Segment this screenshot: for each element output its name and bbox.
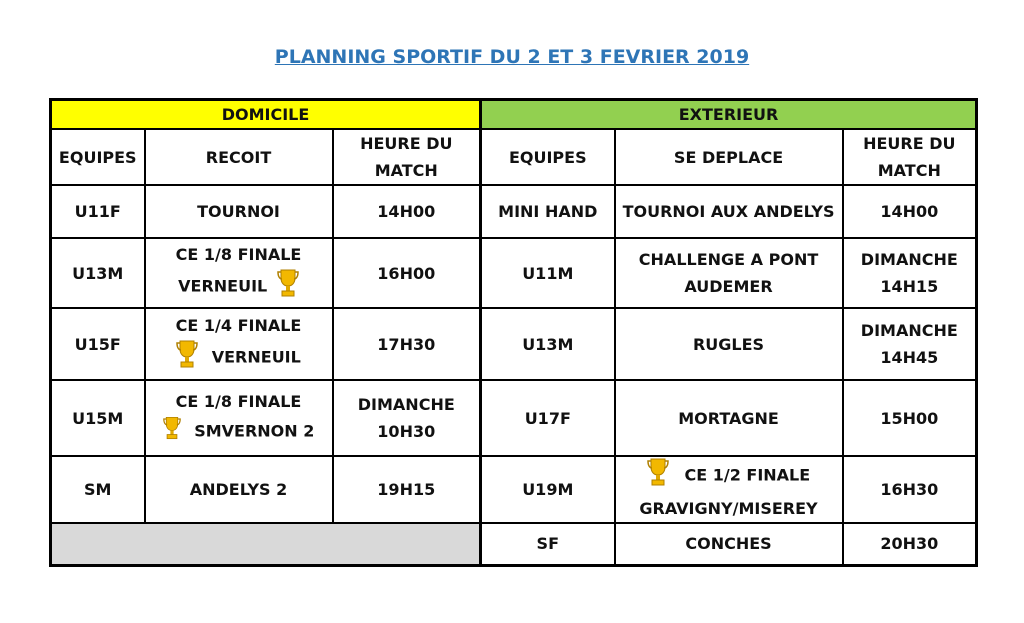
- away-destination: [615, 456, 843, 523]
- home-time: 19H15: [333, 456, 481, 523]
- home-opponent-line1: CE 1/4 FINALE: [175, 315, 302, 335]
- away-destination: RUGLES: [615, 308, 843, 380]
- away-destination: CONCHES: [615, 523, 843, 565]
- trophy-icon: [277, 268, 299, 306]
- home-time: 14H00: [333, 185, 481, 238]
- away-time: 20H30: [843, 523, 977, 565]
- trophy-icon: [647, 457, 669, 495]
- page-title: PLANNING SPORTIF DU 2 ET 3 FEVRIER 2019: [274, 46, 750, 68]
- table-row: [51, 238, 977, 308]
- table-row: [51, 523, 977, 565]
- home-time-line1: DIMANCHE: [357, 395, 455, 414]
- section-home-header: DOMICILE: [51, 100, 481, 130]
- home-opponent-line2: SMVERNON 2: [194, 421, 315, 440]
- column-header-home-opponent: RECOIT: [145, 129, 333, 185]
- table-row: [51, 185, 977, 238]
- column-header-away-time-line2: MATCH: [877, 161, 941, 180]
- away-team: MINI HAND: [481, 185, 615, 238]
- home-team: U15M: [51, 380, 145, 456]
- away-team: SF: [481, 523, 615, 565]
- table-row: [51, 380, 977, 456]
- away-time: 16H30: [843, 456, 977, 523]
- trophy-icon: [176, 339, 198, 377]
- away-time: 15H00: [843, 380, 977, 456]
- away-destination: [615, 238, 843, 308]
- away-destination-line2: AUDEMER: [684, 277, 773, 296]
- away-team: U13M: [481, 308, 615, 380]
- column-header-away-team: EQUIPES: [481, 129, 615, 185]
- home-time-line2: 10H30: [377, 422, 436, 441]
- away-time-line1: DIMANCHE: [860, 250, 958, 269]
- home-opponent: TOURNOI: [145, 185, 333, 238]
- table-row: [51, 308, 977, 380]
- away-destination: TOURNOI AUX ANDELYS: [615, 185, 843, 238]
- home-opponent: [145, 380, 333, 456]
- home-opponent: [145, 238, 333, 308]
- home-opponent-line2: VERNEUIL: [178, 276, 268, 295]
- planning-table: [49, 98, 978, 567]
- home-team: U13M: [51, 238, 145, 308]
- home-opponent-line2: VERNEUIL: [211, 347, 301, 366]
- home-team: SM: [51, 456, 145, 523]
- home-time: 16H00: [333, 238, 481, 308]
- column-header-away-time-line1: HEURE DU: [863, 134, 956, 153]
- away-destination: MORTAGNE: [615, 380, 843, 456]
- home-opponent: [145, 308, 333, 380]
- home-opponent-line1: CE 1/8 FINALE: [175, 391, 302, 411]
- away-time: 14H00: [843, 185, 977, 238]
- home-time: 17H30: [333, 308, 481, 380]
- away-time: [843, 238, 977, 308]
- column-header-home-time: [333, 129, 481, 185]
- home-opponent: ANDELYS 2: [145, 456, 333, 523]
- away-team: U17F: [481, 380, 615, 456]
- column-header-away-destination: SE DEPLACE: [615, 129, 843, 185]
- away-destination-line1: CE 1/2 FINALE: [684, 465, 811, 485]
- column-header-home-time-line1: HEURE DU: [360, 134, 453, 153]
- away-time-line1: DIMANCHE: [860, 321, 958, 340]
- column-header-home-team: EQUIPES: [51, 129, 145, 185]
- section-away-header: EXTERIEUR: [481, 100, 977, 130]
- home-team: U11F: [51, 185, 145, 238]
- home-opponent-line1: CE 1/8 FINALE: [175, 244, 302, 264]
- trophy-icon: [163, 415, 181, 449]
- empty-home-cell: [51, 523, 481, 565]
- away-time-line2: 14H15: [880, 277, 939, 296]
- column-header-home-time-line2: MATCH: [374, 161, 438, 180]
- away-team: U19M: [481, 456, 615, 523]
- home-team: U15F: [51, 308, 145, 380]
- away-destination-line1: CHALLENGE A PONT: [638, 250, 819, 269]
- away-time: [843, 308, 977, 380]
- table-row: [51, 456, 977, 523]
- away-team: U11M: [481, 238, 615, 308]
- home-time: [333, 380, 481, 456]
- column-header-away-time: [843, 129, 977, 185]
- away-destination-line2: GRAVIGNY/MISEREY: [639, 499, 818, 518]
- away-time-line2: 14H45: [880, 348, 939, 367]
